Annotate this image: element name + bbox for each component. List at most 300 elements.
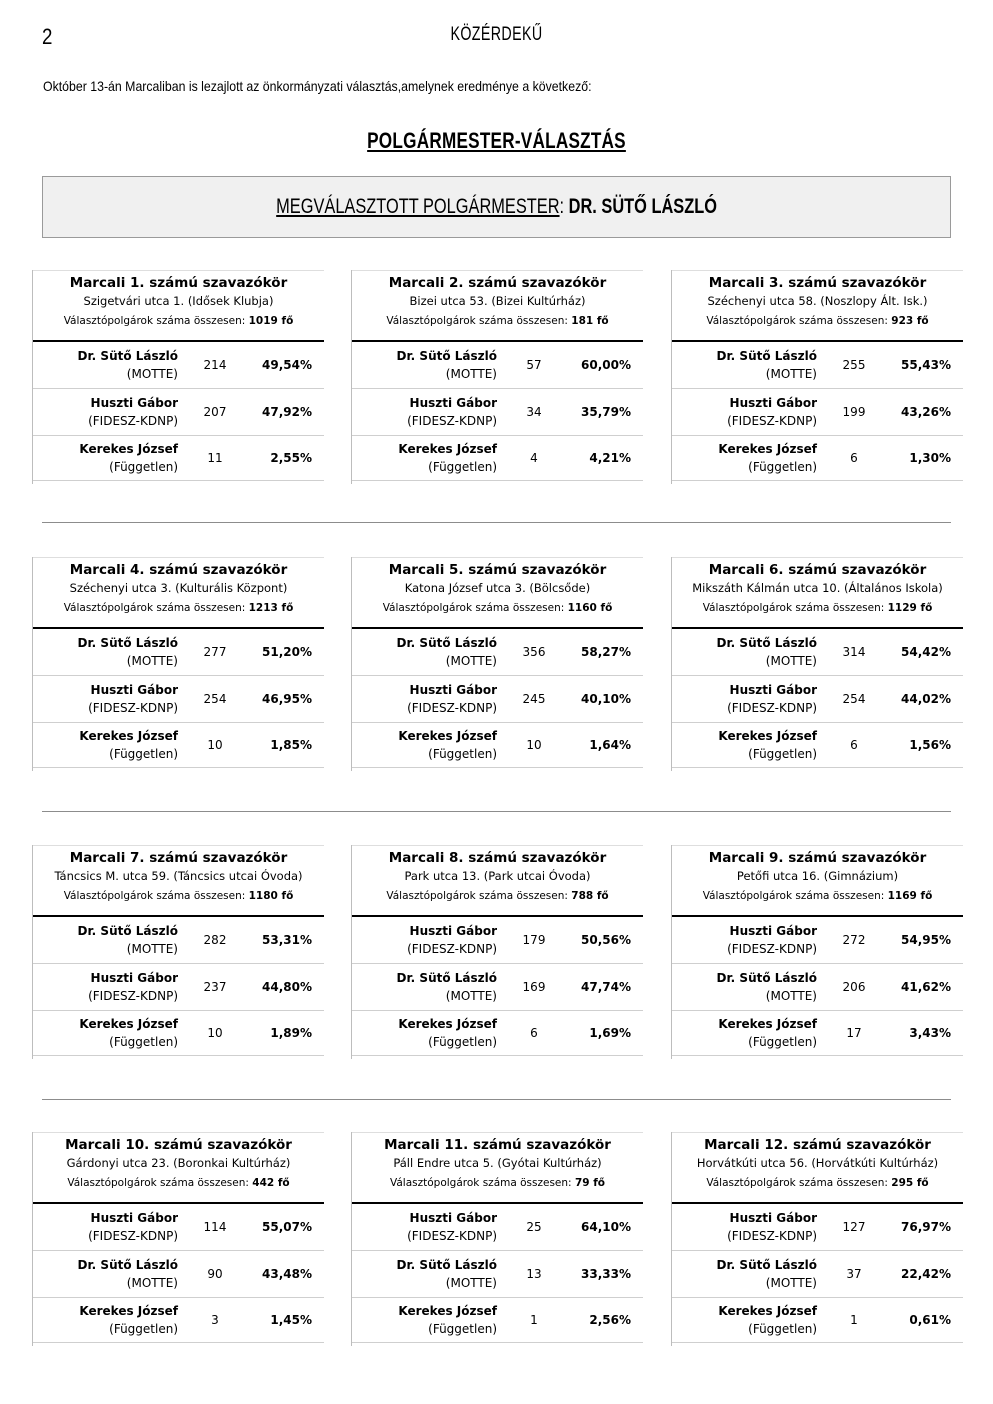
candidate-name: Dr. Sütő László xyxy=(396,971,497,985)
candidate-party: (FIDESZ-KDNP) xyxy=(88,1229,178,1243)
candidate-cell xyxy=(33,1256,178,1292)
candidate-cell xyxy=(352,634,497,670)
candidate-party: (MOTTE) xyxy=(445,367,497,381)
candidate-votes: 254 xyxy=(842,692,866,706)
district-title: Marcali 3. számú szavazókör xyxy=(708,275,927,291)
candidate-party: (Független) xyxy=(748,1035,817,1049)
candidate-percent: 1,85% xyxy=(270,738,312,752)
candidate-votes: 10 xyxy=(526,738,542,752)
candidate-name: Dr. Sütő László xyxy=(77,924,178,938)
candidate-cell xyxy=(33,347,178,383)
intro-text: Október 13-án Marcaliban is lezajlott az önkormányzati választás,amelynek eredménye a következő: xyxy=(43,78,592,94)
district-address: Petőfi utca 16. (Gimnázium) xyxy=(736,869,899,883)
candidate-party: (MOTTE) xyxy=(126,942,178,956)
candidate-percent: 43,26% xyxy=(901,405,951,419)
candidate-percent: 35,79% xyxy=(581,405,631,419)
district-voters xyxy=(672,598,963,618)
candidate-votes: 34 xyxy=(526,405,542,419)
candidate-name: Huszti Gábor xyxy=(409,683,497,697)
candidate-row xyxy=(33,964,324,1011)
candidate-rows xyxy=(672,1202,963,1343)
district-header xyxy=(33,1132,324,1202)
candidate-party: (Független) xyxy=(428,460,497,474)
candidate-cell xyxy=(352,347,497,383)
voters-total: 1019 fő xyxy=(248,315,294,327)
main-title: POLGÁRMESTER-VÁLASZTÁS xyxy=(367,128,626,153)
candidate-row xyxy=(672,389,963,436)
candidate-row xyxy=(352,1298,643,1343)
candidate-name: Dr. Sütő László xyxy=(77,1258,178,1272)
district-address: Szigetvári utca 1. (Idősek Klubja) xyxy=(83,294,274,308)
district-table xyxy=(671,1132,963,1346)
candidate-party: (Független) xyxy=(428,747,497,761)
candidate-name: Dr. Sütő László xyxy=(716,1258,817,1272)
candidate-name: Huszti Gábor xyxy=(90,971,178,985)
candidate-percent: 44,02% xyxy=(901,692,951,706)
candidate-cell xyxy=(352,1302,497,1338)
candidate-percent: 1,45% xyxy=(270,1313,312,1327)
candidate-name: Kerekes József xyxy=(718,1017,817,1031)
candidate-row xyxy=(33,629,324,676)
district-header xyxy=(33,557,324,627)
candidate-cell xyxy=(672,727,817,763)
candidate-party: (FIDESZ-KDNP) xyxy=(407,414,497,428)
candidate-cell xyxy=(352,969,497,1005)
district-header xyxy=(672,1132,963,1202)
candidate-party: (MOTTE) xyxy=(126,654,178,668)
candidate-votes: 272 xyxy=(842,933,866,947)
candidate-rows xyxy=(672,340,963,481)
candidate-row xyxy=(672,1251,963,1298)
candidate-percent: 55,07% xyxy=(262,1220,312,1234)
candidate-percent: 1,64% xyxy=(589,738,631,752)
candidate-row xyxy=(672,964,963,1011)
district-table xyxy=(351,557,643,771)
candidate-row xyxy=(352,917,643,964)
candidate-party: (FIDESZ-KDNP) xyxy=(727,701,817,715)
candidate-percent: 4,21% xyxy=(589,451,631,465)
district-voters xyxy=(672,1173,963,1193)
elected-mayor-name: DR. SÜTŐ LÁSZLÓ xyxy=(568,195,717,218)
voters-label: Választópolgárok száma összesen: xyxy=(386,890,568,902)
voters-label: Választópolgárok száma összesen: xyxy=(702,890,885,902)
candidate-percent: 54,95% xyxy=(901,933,951,947)
candidate-row xyxy=(352,723,643,768)
district-address: Széchenyi utca 3. (Kulturális Központ) xyxy=(69,581,288,595)
candidate-row xyxy=(672,1298,963,1343)
candidate-percent: 54,42% xyxy=(901,645,951,659)
candidate-party: (Független) xyxy=(748,747,817,761)
voters-label: Választópolgárok száma összesen: xyxy=(702,602,885,614)
district-title: Marcali 9. számú szavazókör xyxy=(708,850,927,866)
candidate-row xyxy=(33,723,324,768)
candidate-cell xyxy=(33,1302,178,1338)
district-address: Mikszáth Kálmán utca 10. (Általános Iskola) xyxy=(692,581,943,595)
candidate-cell xyxy=(352,1015,497,1051)
candidate-cell xyxy=(33,727,178,763)
district-voters xyxy=(33,311,324,331)
candidate-name: Kerekes József xyxy=(398,1017,497,1031)
candidate-party: (Független) xyxy=(748,460,817,474)
candidate-party: (FIDESZ-KDNP) xyxy=(727,1229,817,1243)
candidate-row xyxy=(33,676,324,723)
candidate-cell xyxy=(352,394,497,430)
candidate-rows xyxy=(672,915,963,1056)
candidate-party: (MOTTE) xyxy=(765,1276,817,1290)
divider xyxy=(42,1099,951,1100)
candidate-name: Dr. Sütő László xyxy=(77,636,178,650)
candidate-row xyxy=(33,342,324,389)
candidate-rows xyxy=(352,1202,643,1343)
district-table xyxy=(32,845,324,1059)
candidate-cell xyxy=(33,634,178,670)
candidate-percent: 1,30% xyxy=(909,451,951,465)
candidate-row xyxy=(352,389,643,436)
candidate-row xyxy=(672,676,963,723)
voters-label: Választópolgárok száma összesen: xyxy=(63,890,246,902)
candidate-name: Dr. Sütő László xyxy=(396,349,497,363)
district-title: Marcali 8. számú szavazókör xyxy=(388,850,607,866)
district-title: Marcali 1. számú szavazókör xyxy=(69,275,288,291)
candidate-row xyxy=(352,964,643,1011)
candidate-votes: 25 xyxy=(526,1220,542,1234)
candidate-votes: 207 xyxy=(203,405,227,419)
district-address: Gárdonyi utca 23. (Boronkai Kultúrház) xyxy=(66,1156,291,1170)
voters-total: 1160 fő xyxy=(567,602,613,614)
voters-label: Választópolgárok száma összesen: xyxy=(386,315,568,327)
candidate-party: (Független) xyxy=(109,1322,178,1336)
candidate-cell xyxy=(672,681,817,717)
district-voters xyxy=(33,1173,324,1193)
voters-label: Választópolgárok száma összesen: xyxy=(706,1177,888,1189)
candidate-percent: 40,10% xyxy=(581,692,631,706)
district-title: Marcali 10. számú szavazókör xyxy=(65,1137,292,1153)
voters-label: Választópolgárok száma összesen: xyxy=(63,602,246,614)
candidate-party: (MOTTE) xyxy=(445,989,497,1003)
candidate-cell xyxy=(352,440,497,476)
candidate-name: Kerekes József xyxy=(718,442,817,456)
candidate-percent: 1,56% xyxy=(909,738,951,752)
voters-label: Választópolgárok száma összesen: xyxy=(706,315,888,327)
candidate-percent: 64,10% xyxy=(581,1220,631,1234)
voters-label: Választópolgárok száma összesen: xyxy=(382,602,565,614)
candidate-row xyxy=(672,342,963,389)
candidate-percent: 3,43% xyxy=(909,1026,951,1040)
candidate-cell xyxy=(33,922,178,958)
candidate-cell xyxy=(33,969,178,1005)
candidate-row xyxy=(352,1204,643,1251)
district-address: Széchenyi utca 58. (Noszlopy Ált. Isk.) xyxy=(707,294,928,308)
candidate-row xyxy=(352,1251,643,1298)
candidate-name: Huszti Gábor xyxy=(90,683,178,697)
district-table xyxy=(671,557,963,771)
district-header xyxy=(352,270,643,340)
candidate-votes: 17 xyxy=(846,1026,862,1040)
candidate-row xyxy=(33,389,324,436)
candidate-cell xyxy=(352,922,497,958)
candidate-votes: 127 xyxy=(842,1220,866,1234)
candidate-name: Huszti Gábor xyxy=(729,683,817,697)
district-voters xyxy=(672,311,963,331)
candidate-party: (FIDESZ-KDNP) xyxy=(727,942,817,956)
candidate-row xyxy=(352,629,643,676)
candidate-cell xyxy=(672,1209,817,1245)
candidate-votes: 169 xyxy=(522,980,546,994)
candidate-percent: 58,27% xyxy=(581,645,631,659)
voters-total: 1180 fő xyxy=(248,890,294,902)
candidate-name: Kerekes József xyxy=(79,729,178,743)
candidate-votes: 206 xyxy=(842,980,866,994)
district-header xyxy=(672,557,963,627)
candidate-cell xyxy=(672,1256,817,1292)
candidate-votes: 277 xyxy=(203,645,227,659)
voters-total: 181 fő xyxy=(571,315,609,327)
candidate-row xyxy=(33,1298,324,1343)
candidate-party: (FIDESZ-KDNP) xyxy=(727,414,817,428)
candidate-votes: 57 xyxy=(526,358,542,372)
candidate-votes: 4 xyxy=(530,451,538,465)
candidate-name: Kerekes József xyxy=(398,729,497,743)
district-table xyxy=(351,845,643,1059)
candidate-name: Kerekes József xyxy=(79,1017,178,1031)
candidate-percent: 50,56% xyxy=(581,933,631,947)
candidate-cell xyxy=(33,394,178,430)
candidate-percent: 46,95% xyxy=(262,692,312,706)
candidate-party: (Független) xyxy=(428,1322,497,1336)
candidate-row xyxy=(352,436,643,481)
candidate-row xyxy=(672,436,963,481)
candidate-votes: 245 xyxy=(522,692,546,706)
district-table xyxy=(32,557,324,771)
candidate-party: (FIDESZ-KDNP) xyxy=(407,1229,497,1243)
candidate-rows xyxy=(352,915,643,1056)
candidate-name: Huszti Gábor xyxy=(729,1211,817,1225)
candidate-votes: 214 xyxy=(203,358,227,372)
voters-total: 923 fő xyxy=(891,315,929,327)
candidate-rows xyxy=(352,340,643,481)
section-header: KÖZÉRDEKŰ xyxy=(450,24,543,45)
district-address: Páll Endre utca 5. (Gyótai Kultúrház) xyxy=(393,1156,602,1170)
candidate-party: (Független) xyxy=(109,1035,178,1049)
candidate-row xyxy=(33,1251,324,1298)
candidate-party: (Független) xyxy=(109,460,178,474)
candidate-cell xyxy=(352,727,497,763)
candidate-name: Huszti Gábor xyxy=(409,924,497,938)
candidate-party: (MOTTE) xyxy=(765,654,817,668)
district-title: Marcali 5. számú szavazókör xyxy=(388,562,607,578)
candidate-name: Dr. Sütő László xyxy=(77,349,178,363)
district-title: Marcali 4. számú szavazókör xyxy=(69,562,288,578)
candidate-cell xyxy=(352,1256,497,1292)
candidate-party: (MOTTE) xyxy=(445,654,497,668)
district-table xyxy=(32,270,324,484)
candidate-party: (Független) xyxy=(428,1035,497,1049)
candidate-votes: 10 xyxy=(207,1026,223,1040)
candidate-party: (FIDESZ-KDNP) xyxy=(407,942,497,956)
candidate-percent: 1,89% xyxy=(270,1026,312,1040)
candidate-cell xyxy=(33,681,178,717)
candidate-percent: 2,56% xyxy=(589,1313,631,1327)
voters-label: Választópolgárok száma összesen: xyxy=(67,1177,249,1189)
candidate-row xyxy=(672,917,963,964)
candidate-percent: 33,33% xyxy=(581,1267,631,1281)
district-address: Táncsics M. utca 59. (Táncsics utcai Óvoda) xyxy=(54,869,303,883)
candidate-party: (FIDESZ-KDNP) xyxy=(88,414,178,428)
candidate-percent: 51,20% xyxy=(262,645,312,659)
candidate-name: Dr. Sütő László xyxy=(716,636,817,650)
district-table xyxy=(351,1132,643,1346)
candidate-percent: 60,00% xyxy=(581,358,631,372)
candidate-votes: 10 xyxy=(207,738,223,752)
candidate-party: (MOTTE) xyxy=(445,1276,497,1290)
candidate-rows xyxy=(352,627,643,768)
district-table xyxy=(671,270,963,484)
candidate-percent: 55,43% xyxy=(901,358,951,372)
district-title: Marcali 7. számú szavazókör xyxy=(69,850,288,866)
candidate-votes: 282 xyxy=(203,933,227,947)
district-voters xyxy=(352,886,643,906)
candidate-votes: 314 xyxy=(842,645,866,659)
candidate-votes: 6 xyxy=(530,1026,538,1040)
candidate-cell xyxy=(672,969,817,1005)
candidate-row xyxy=(33,1011,324,1056)
candidate-percent: 76,97% xyxy=(901,1220,951,1234)
candidate-votes: 1 xyxy=(530,1313,538,1327)
district-header xyxy=(352,557,643,627)
candidate-name: Dr. Sütő László xyxy=(716,349,817,363)
elected-mayor-separator: : xyxy=(559,195,569,218)
candidate-percent: 43,48% xyxy=(262,1267,312,1281)
district-title: Marcali 2. számú szavazókör xyxy=(388,275,607,291)
candidate-votes: 179 xyxy=(522,933,546,947)
district-voters xyxy=(352,311,643,331)
candidate-party: (FIDESZ-KDNP) xyxy=(88,701,178,715)
candidate-party: (Független) xyxy=(109,747,178,761)
elected-mayor-text xyxy=(276,195,717,219)
candidate-percent: 44,80% xyxy=(262,980,312,994)
candidate-percent: 49,54% xyxy=(262,358,312,372)
candidate-votes: 3 xyxy=(211,1313,219,1327)
candidate-votes: 199 xyxy=(842,405,866,419)
candidate-cell xyxy=(352,681,497,717)
candidate-percent: 41,62% xyxy=(901,980,951,994)
district-table xyxy=(32,1132,324,1346)
candidate-cell xyxy=(352,1209,497,1245)
divider xyxy=(42,522,951,523)
district-title: Marcali 12. számú szavazókör xyxy=(704,1137,931,1153)
candidate-votes: 6 xyxy=(850,451,858,465)
candidate-row xyxy=(33,917,324,964)
voters-total: 1169 fő xyxy=(887,890,933,902)
district-title: Marcali 11. számú szavazókör xyxy=(384,1137,611,1153)
district-voters xyxy=(672,886,963,906)
district-header xyxy=(33,270,324,340)
candidate-party: (MOTTE) xyxy=(126,1276,178,1290)
candidate-name: Kerekes József xyxy=(79,1304,178,1318)
candidate-row xyxy=(352,342,643,389)
candidate-cell xyxy=(672,922,817,958)
candidate-percent: 2,55% xyxy=(270,451,312,465)
candidate-cell xyxy=(672,1015,817,1051)
candidate-votes: 13 xyxy=(526,1267,542,1281)
candidate-votes: 90 xyxy=(207,1267,223,1281)
candidate-party: (MOTTE) xyxy=(126,367,178,381)
candidate-percent: 0,61% xyxy=(909,1313,951,1327)
elected-mayor-label: MEGVÁLASZTOTT POLGÁRMESTER xyxy=(276,195,560,218)
voters-total: 79 fő xyxy=(574,1177,605,1189)
candidate-cell xyxy=(33,1209,178,1245)
voters-total: 1213 fő xyxy=(248,602,294,614)
candidate-cell xyxy=(672,394,817,430)
candidate-rows xyxy=(33,627,324,768)
candidate-party: (MOTTE) xyxy=(765,367,817,381)
candidate-percent: 47,92% xyxy=(262,405,312,419)
candidate-name: Kerekes József xyxy=(718,1304,817,1318)
candidate-percent: 1,69% xyxy=(589,1026,631,1040)
district-voters xyxy=(352,1173,643,1193)
candidate-votes: 255 xyxy=(842,358,866,372)
elected-mayor-box xyxy=(42,176,951,238)
candidate-name: Kerekes József xyxy=(398,442,497,456)
district-table xyxy=(671,845,963,1059)
candidate-name: Huszti Gábor xyxy=(729,396,817,410)
district-address: Katona József utca 3. (Bölcsőde) xyxy=(404,581,591,595)
candidate-cell xyxy=(33,440,178,476)
candidate-name: Kerekes József xyxy=(398,1304,497,1318)
district-title: Marcali 6. számú szavazókör xyxy=(708,562,927,578)
candidate-name: Dr. Sütő László xyxy=(716,971,817,985)
candidate-row xyxy=(352,676,643,723)
candidate-name: Huszti Gábor xyxy=(409,1211,497,1225)
voters-label: Választópolgárok száma összesen: xyxy=(63,315,246,327)
candidate-percent: 53,31% xyxy=(262,933,312,947)
candidate-name: Dr. Sütő László xyxy=(396,636,497,650)
candidate-rows xyxy=(33,1202,324,1343)
voters-label: Választópolgárok száma összesen: xyxy=(390,1177,572,1189)
candidate-votes: 11 xyxy=(207,451,223,465)
candidate-votes: 37 xyxy=(846,1267,862,1281)
district-table xyxy=(351,270,643,484)
candidate-party: (FIDESZ-KDNP) xyxy=(407,701,497,715)
voters-total: 1129 fő xyxy=(887,602,933,614)
candidate-row xyxy=(33,1204,324,1251)
candidate-cell xyxy=(672,440,817,476)
candidate-votes: 1 xyxy=(850,1313,858,1327)
voters-total: 788 fő xyxy=(571,890,609,902)
candidate-name: Dr. Sütő László xyxy=(396,1258,497,1272)
candidate-party: (MOTTE) xyxy=(765,989,817,1003)
page-number: 2 xyxy=(42,24,53,49)
candidate-votes: 114 xyxy=(203,1220,227,1234)
candidate-name: Huszti Gábor xyxy=(409,396,497,410)
candidate-rows xyxy=(33,915,324,1056)
candidate-name: Huszti Gábor xyxy=(729,924,817,938)
candidate-percent: 47,74% xyxy=(581,980,631,994)
candidate-cell xyxy=(33,1015,178,1051)
candidate-percent: 22,42% xyxy=(901,1267,951,1281)
district-address: Horvátkúti utca 56. (Horvátkúti Kultúrház) xyxy=(696,1156,939,1170)
voters-total: 442 fő xyxy=(252,1177,290,1189)
district-address: Park utca 13. (Park utcai Óvoda) xyxy=(404,869,591,883)
candidate-votes: 254 xyxy=(203,692,227,706)
candidate-row xyxy=(352,1011,643,1056)
candidate-name: Huszti Gábor xyxy=(90,396,178,410)
candidate-votes: 356 xyxy=(522,645,546,659)
district-header xyxy=(352,1132,643,1202)
candidate-name: Kerekes József xyxy=(79,442,178,456)
district-voters xyxy=(33,886,324,906)
candidate-row xyxy=(672,1204,963,1251)
